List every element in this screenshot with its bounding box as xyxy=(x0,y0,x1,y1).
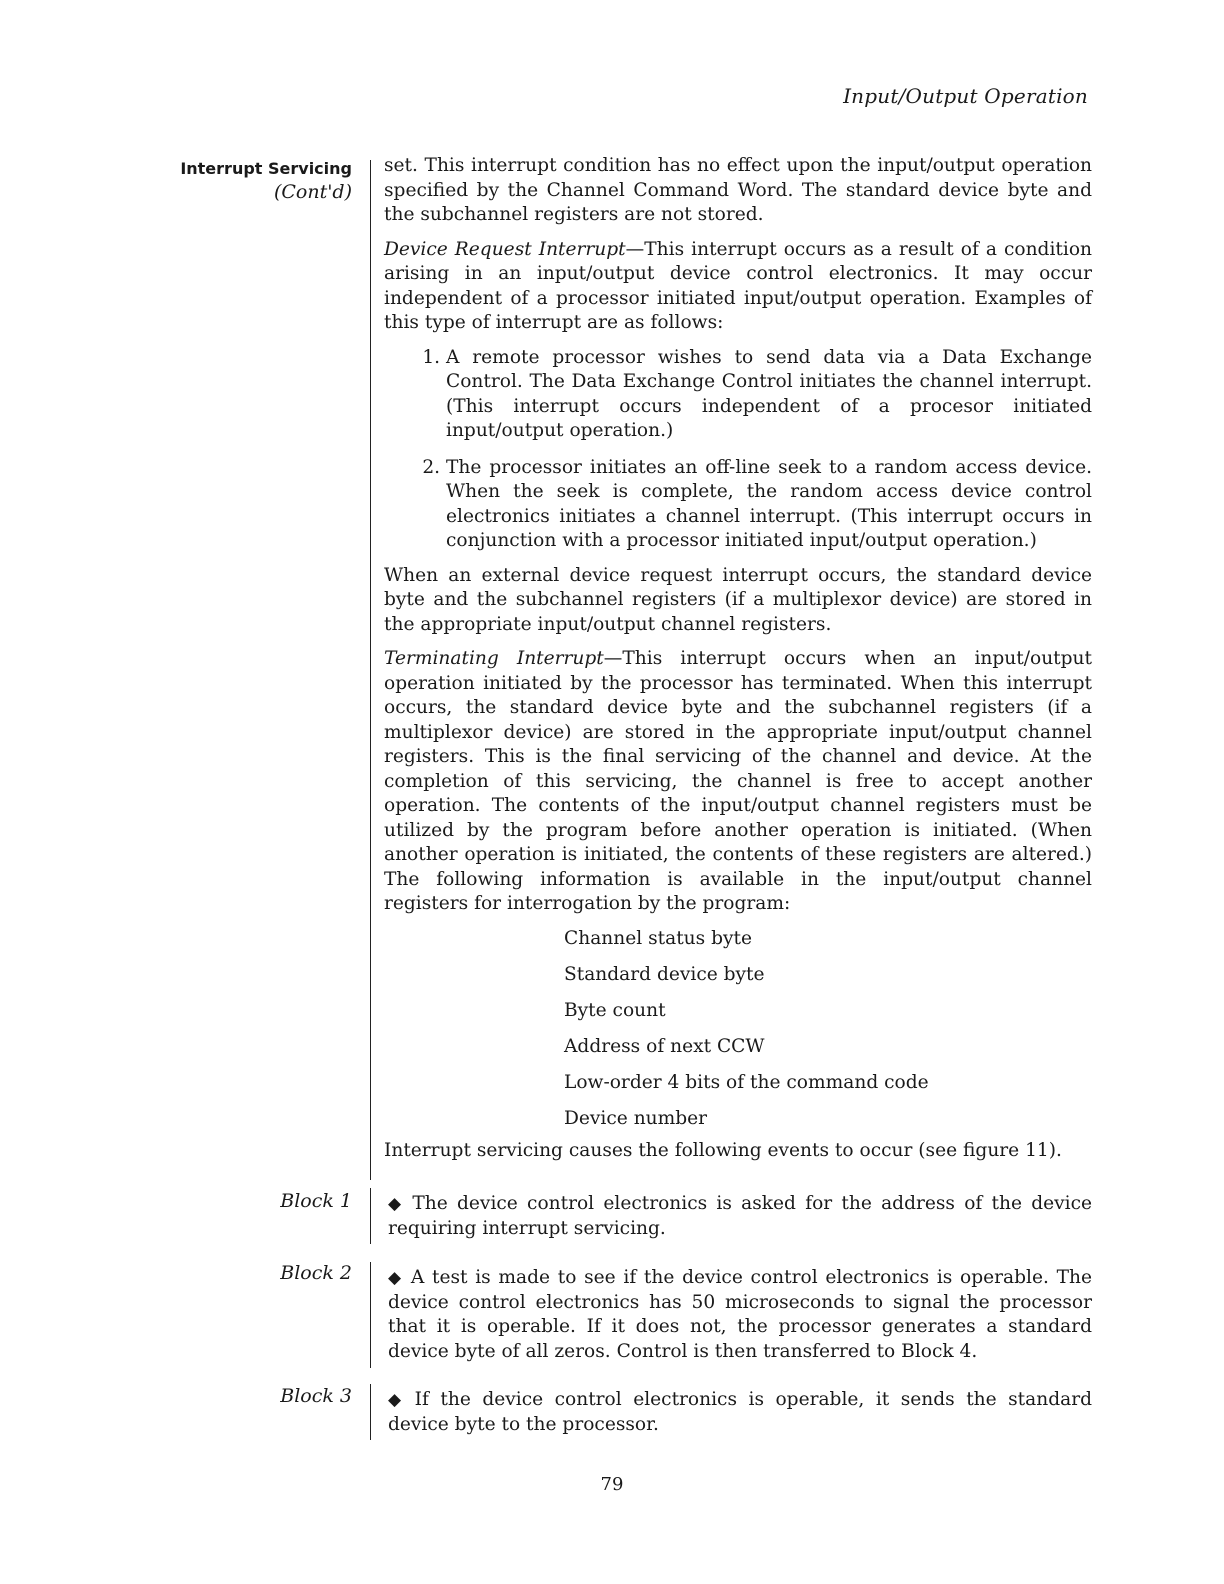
paragraph-intro: set. This interrupt condition has no effect upon the input/output operation specified by the Channel Command Word. The standard device byte and the subchannel registers are not stored. xyxy=(384,155,1092,225)
section-title: Interrupt Servicing xyxy=(180,159,352,178)
margin-rule-main xyxy=(370,160,371,1180)
diamond-bullet-icon: ◆ xyxy=(388,1268,403,1288)
device-request-text: —This interrupt occurs as a result of a condition arising in an input/output device control electronics. It may occur independent of a processor initiated input/output operation. Examples of this type of interrupt are as follows: xyxy=(384,238,1092,333)
list-item: Low-order 4 bits of the command code xyxy=(564,1071,929,1093)
list-item: Channel status byte xyxy=(564,927,752,949)
margin-rule-block-2 xyxy=(370,1262,371,1368)
list-item: Byte count xyxy=(564,999,666,1021)
block-label: Block 1 xyxy=(280,1190,352,1212)
block-text xyxy=(388,1266,1092,1364)
list-item: 2. The processor initiates an off-line seek to a random access device. When the seek is complete, the random access device control electronics initiates a channel interrupt. (This interrupt occurs in conjunction with a processor initiated input/output operation.) xyxy=(446,456,1092,554)
paragraph-terminating xyxy=(384,647,1092,917)
paragraph-device-request xyxy=(384,238,1092,336)
section-subtitle: (Cont'd) xyxy=(273,181,352,203)
diamond-bullet-icon: ◆ xyxy=(388,1390,407,1410)
paragraph-external: When an external device request interrupt occurs, the standard device byte and the subchannel registers (if a multiplexor device) are stored in the appropriate input/output channel registers. xyxy=(384,564,1092,635)
device-request-lead: Device Request Interrupt xyxy=(384,238,626,260)
list-item: Standard device byte xyxy=(564,963,765,985)
terminating-text: —This interrupt occurs when an input/output operation initiated by the processor has terminated. When this interrupt occurs, the standard device byte and the subchannel registers (if a multiplexor device) are stored in the appropriate input/output channel registers. This is the final servicing of the channel and device. At the completion of this servicing, the channel is free to accept another operation. The contents of the input/output channel registers must be utilized by the program before another operation is initiated. (When another operation is initiated, the contents of these registers are altered.) The following information is available in the input/output channel registers for interrogation by the program: xyxy=(384,648,1092,914)
margin-rule-block-1 xyxy=(370,1188,371,1244)
block-label: Block 3 xyxy=(280,1385,352,1407)
block-description: If the device control electronics is operable, it sends the standard device byte to the processor. xyxy=(388,1389,1092,1435)
page-number: 79 xyxy=(600,1474,624,1495)
terminating-lead: Terminating Interrupt xyxy=(384,648,604,669)
list-item: Device number xyxy=(564,1107,708,1129)
register-list xyxy=(564,927,1092,1131)
diamond-bullet-icon: ◆ xyxy=(388,1194,405,1214)
paragraph-servicing: Interrupt servicing causes the following events to occur (see figure 11). xyxy=(384,1139,1062,1161)
block-text xyxy=(388,1192,1092,1241)
block-description: A test is made to see if the device control electronics is operable. The device control electronics has 50 microseconds to signal the processor that it is operable. If it does not, the processor generates a standard device byte of all zeros. Control is then transferred to Block 4. xyxy=(388,1267,1092,1362)
main-text xyxy=(384,154,1092,1173)
block-description: The device control electronics is asked for the address of the device requiring interrupt servicing. xyxy=(388,1193,1092,1239)
running-head: Input/Output Operation xyxy=(843,84,1088,108)
list-item: Address of next CCW xyxy=(564,1035,765,1057)
examples-list xyxy=(384,346,1092,554)
block-text xyxy=(388,1388,1092,1437)
margin-rule-block-3 xyxy=(370,1384,371,1440)
block-label: Block 2 xyxy=(280,1262,352,1284)
section-heading xyxy=(120,158,352,204)
list-item: 1. A remote processor wishes to send data via a Data Exchange Control. The Data Exchange Control initiates the channel interrupt. (This interrupt occurs independent of a procesor initiated input/output operation.) xyxy=(446,346,1092,444)
